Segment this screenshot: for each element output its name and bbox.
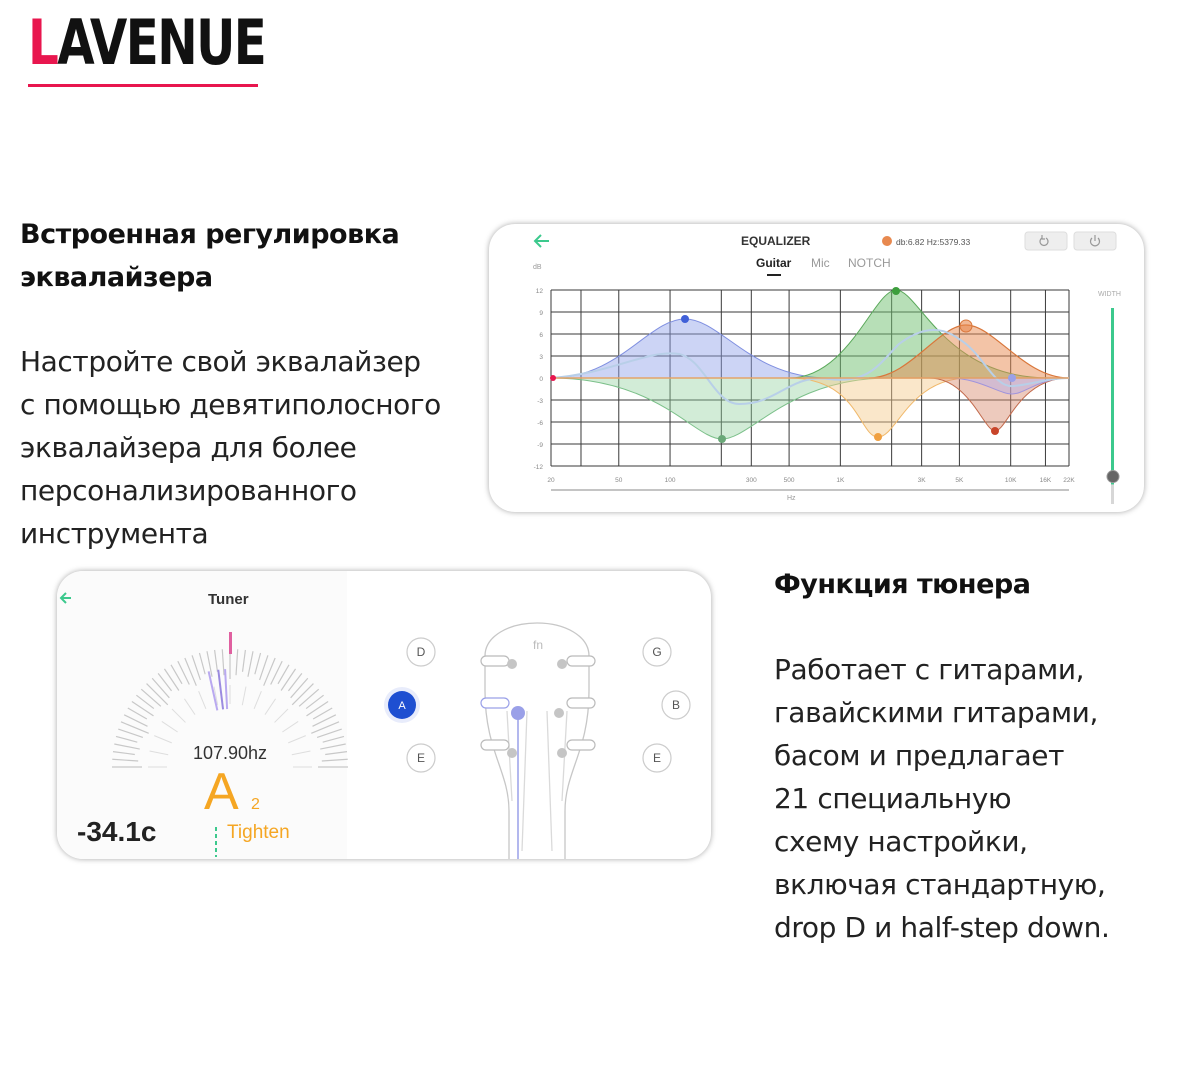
string-button-g[interactable] [643,638,671,666]
eq-x-tick-label: 300 [745,477,757,484]
logo-rest: AVENUE [57,6,266,79]
string-button-e-low[interactable] [407,744,435,772]
tuner-body-line: 21 специальную [774,782,1012,815]
string-label: B [671,698,681,712]
eq-y-tick-label: -6 [537,420,543,427]
eq-x-tick-label: 16K [1039,477,1052,484]
width-label: WIDTH [1098,291,1121,298]
eq-x-tick-label: 1K [836,477,845,484]
tuner-body-line: включая стандартную, [774,868,1106,901]
width-slider-knob[interactable] [1107,471,1119,483]
tab-notch[interactable]: NOTCH [848,256,891,270]
string-button-e-high[interactable] [643,744,671,772]
gauge-target-marker [229,632,232,654]
brand-logo [28,6,266,86]
eq-body-line: инструмента [20,517,209,550]
tune-instruction: Tighten [227,822,290,843]
string-label: D [416,645,426,659]
eq-x-tick-label: 10K [1004,477,1017,484]
band-handle[interactable] [718,435,726,443]
tab-guitar-underline [767,274,781,276]
tab-guitar[interactable]: Guitar [756,256,792,270]
band-handle-selected[interactable] [960,320,972,332]
eq-x-axis [547,477,1075,484]
eq-y-tick-label: -9 [537,442,543,449]
tuner-section-heading: Функция тюнера [774,569,1031,600]
band-handle[interactable] [1008,374,1016,382]
frequency-readout: 107.90hz [192,743,268,763]
eq-y-tick-label: 9 [539,310,543,317]
fn-logo-icon: fn [533,638,544,652]
eq-x-tick-label: 500 [783,477,795,484]
string-label: E [416,751,426,765]
eq-section-body [20,340,490,555]
hz-unit-label: Hz [787,495,796,502]
tuning-posts [507,659,567,758]
note-name: A [204,763,239,821]
eq-x-tick-label: 22K [1063,477,1075,484]
width-slider-fill [1111,308,1114,484]
tuner-body-line: Работает с гитарами, [774,653,1085,686]
eq-body-line: Настройте свой эквалайзер [20,345,421,378]
eq-heading-line: эквалайзера [20,262,213,293]
tab-mic[interactable]: Mic [811,256,830,270]
tuner-body-line: гавайскими гитарами, [774,696,1098,729]
string-label: A [398,700,406,712]
eq-y-axis [534,288,544,471]
eq-body-line: персонализированного [20,474,357,507]
eq-heading-line: Встроенная регулировка [20,219,400,250]
eq-y-tick-label: -3 [537,398,543,405]
band-handle[interactable] [874,433,882,441]
string-button-d[interactable] [407,638,435,666]
tuner-body-line: схему настройки, [774,825,1028,858]
logo-first-letter: L [28,6,58,79]
equalizer-title: EQUALIZER [741,234,811,248]
tuner-body-line: басом и предлагает [774,739,1064,772]
readout-dot [882,236,892,246]
tuner-screen [57,571,711,859]
arrow-left-icon[interactable] [535,235,549,247]
eq-y-tick-label: 12 [535,288,543,295]
tuner-body-line: drop D и half-step down. [774,911,1110,944]
band-blue-fill [551,319,829,378]
eq-x-tick-label: 3K [917,477,926,484]
eq-y-tick-label: 3 [539,354,543,361]
tuner-title: Tuner [208,591,249,608]
eq-y-tick-label: 0 [539,376,543,383]
equalizer-screen [489,224,1144,512]
string-button-b[interactable] [662,691,690,719]
band-handle[interactable] [991,427,999,435]
note-octave: 2 [251,796,260,813]
tuning-pegs [481,656,595,750]
tuner-screenshot [57,571,711,859]
reset-button[interactable] [1025,232,1067,250]
cents-readout: -34.1c [77,816,157,847]
logo-underline [28,84,258,87]
eq-x-tick-label: 20 [547,477,555,484]
tuner-section-body [774,648,1194,949]
db-unit-label: dB [533,264,542,271]
equalizer-screenshot [489,224,1144,512]
equalizer-readout: db:6.82 Hz:5379.33 [896,237,971,247]
eq-x-tick-label: 100 [664,477,676,484]
band-handle[interactable] [892,287,900,295]
band-handle[interactable] [550,375,556,381]
eq-x-tick-label: 5K [955,477,964,484]
band-handle[interactable] [681,315,689,323]
string-label: G [652,645,662,659]
eq-body-line: эквалайзера для более [20,431,357,464]
string-button-a[interactable] [384,687,420,723]
eq-y-tick-label: -12 [533,464,543,471]
eq-section-heading [20,213,480,299]
eq-body-line: с помощью девятиполосного [20,388,441,421]
string-label: E [652,751,662,765]
eq-y-tick-label: 6 [539,332,543,339]
eq-x-tick-label: 50 [615,477,623,484]
